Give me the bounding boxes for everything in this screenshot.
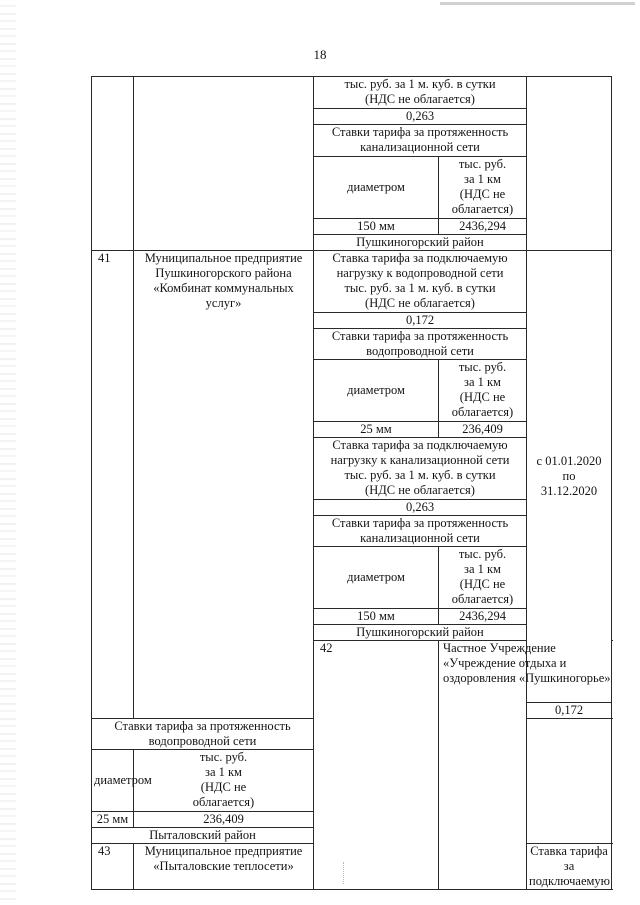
validity-period xyxy=(527,251,612,703)
organization-line: Частное Учреждение xyxy=(443,641,556,655)
unit-line: тыс. руб. xyxy=(458,547,507,561)
organization-name xyxy=(134,844,314,890)
period-line: с 01.01.2020 xyxy=(536,454,602,468)
water-diameter-label: диаметром xyxy=(92,750,134,812)
water-rate-header xyxy=(314,251,527,313)
organization-line: оздоровления «Пушкиногорье» xyxy=(443,671,611,685)
rate-header-first-line: Ставка тарифа за подключаемую xyxy=(527,844,612,890)
sewer-length-line: канализационной сети xyxy=(360,531,480,545)
unit-line: облагается) xyxy=(192,795,255,809)
water-length-header xyxy=(92,719,314,750)
diameter-size: 150 мм xyxy=(314,219,439,235)
entry-number: 42 xyxy=(314,641,439,890)
tariff-table xyxy=(91,76,612,890)
number-cell-empty xyxy=(92,77,134,251)
length-rate-header xyxy=(314,125,527,157)
water-diameter-value: 236,409 xyxy=(439,422,527,438)
sewer-unit-cell xyxy=(439,547,527,609)
sewer-diameter-label: диаметром xyxy=(314,547,439,609)
period-line: 31.12.2020 xyxy=(540,484,598,498)
unit-line: тыс. руб. xyxy=(458,360,507,374)
water-rate-value: 0,172 xyxy=(314,313,527,329)
org-cell-empty xyxy=(134,77,314,251)
page-number: 18 xyxy=(313,47,327,62)
sewer-length-line: Ставки тарифа за протяженность xyxy=(331,516,509,530)
rate-unit-cell xyxy=(314,77,527,109)
water-rate-line: тыс. руб. за 1 м. куб. в сутки xyxy=(344,281,496,295)
organization-line: Муниципальное предприятие xyxy=(144,251,303,265)
district-cell: Пушкиногорский район xyxy=(314,235,527,251)
sewer-rate-header xyxy=(314,438,527,500)
period-cell-empty xyxy=(527,77,612,251)
water-rate-line: Ставка тарифа за подключаемую xyxy=(332,251,508,265)
water-rate-line: нагрузку к водопроводной сети xyxy=(336,266,504,280)
unit-line: облагается) xyxy=(451,202,514,216)
water-unit-cell xyxy=(134,750,314,812)
unit-line: за 1 км xyxy=(464,375,501,389)
water-rate-line: (НДС не облагается) xyxy=(365,296,475,310)
sewer-diameter-size: 150 мм xyxy=(314,609,439,625)
organization-line: услуг» xyxy=(205,296,242,310)
length-rate-line: Ставки тарифа за протяженность xyxy=(331,125,509,139)
sewer-rate-line: Ставка тарифа за подключаемую xyxy=(332,438,508,452)
rate-unit-line: тыс. руб. за 1 м. куб. в сутки xyxy=(344,77,496,91)
water-diameter-label: диаметром xyxy=(314,360,439,422)
water-diameter-value: 236,409 xyxy=(134,812,314,828)
period-line: по xyxy=(562,469,576,483)
entry-number: 41 xyxy=(92,251,134,719)
organization-line: Муниципальное предприятие xyxy=(144,844,303,858)
entry-number: 43 xyxy=(92,844,134,890)
sewer-length-header xyxy=(314,516,527,547)
unit-line: за 1 км xyxy=(464,562,501,576)
organization-line: «Пыталовские теплосети» xyxy=(153,859,294,873)
water-unit-cell xyxy=(439,360,527,422)
sewer-diameter-value: 2436,294 xyxy=(439,609,527,625)
rate-value: 0,263 xyxy=(314,109,527,125)
water-diameter-size: 25 мм xyxy=(314,422,439,438)
scan-edge-top xyxy=(440,2,635,5)
organization-line: «Учреждение отдыха и xyxy=(443,656,567,670)
district-cell: Пушкиногорский район xyxy=(314,625,527,641)
diameter-value: 2436,294 xyxy=(439,219,527,235)
water-length-line: водопроводной сети xyxy=(366,344,474,358)
diameter-label: диаметром xyxy=(314,157,439,219)
organization-name xyxy=(134,251,314,719)
table-row xyxy=(92,77,612,109)
district-cell: Пыталовский район xyxy=(92,828,314,844)
organization-line: Пушкиногорского района xyxy=(155,266,292,280)
unit-line: за 1 км xyxy=(464,172,501,186)
scan-edge-left xyxy=(0,0,16,905)
water-length-line: водопроводной сети xyxy=(148,734,257,748)
unit-cell xyxy=(439,157,527,219)
unit-line: за 1 км xyxy=(205,765,242,779)
water-length-line: Ставки тарифа за протяженность xyxy=(114,719,291,733)
unit-line: облагается) xyxy=(451,592,514,606)
water-diameter-size: 25 мм xyxy=(92,812,134,828)
unit-line: облагается) xyxy=(451,405,514,419)
table-row xyxy=(92,251,612,313)
unit-line: тыс. руб. xyxy=(199,750,248,764)
unit-line: (НДС не xyxy=(459,187,506,201)
unit-line: (НДС не xyxy=(200,780,247,794)
sewer-rate-line: тыс. руб. за 1 м. куб. в сутки xyxy=(344,468,496,482)
rate-unit-line: (НДС не облагается) xyxy=(365,92,475,106)
water-length-line: Ставки тарифа за протяженность xyxy=(331,329,509,343)
scan-mark xyxy=(343,862,345,884)
sewer-rate-line: нагрузку к канализационной сети xyxy=(330,453,510,467)
sewer-rate-line: (НДС не облагается) xyxy=(365,483,475,497)
unit-line: тыс. руб. xyxy=(458,157,507,171)
unit-line: (НДС не xyxy=(459,390,506,404)
water-length-header xyxy=(314,329,527,360)
unit-line: (НДС не xyxy=(459,577,506,591)
water-rate-value: 0,172 xyxy=(527,703,612,719)
length-rate-line: канализационной сети xyxy=(360,140,480,154)
organization-line: «Комбинат коммунальных xyxy=(153,281,294,295)
sewer-rate-value: 0,263 xyxy=(314,500,527,516)
